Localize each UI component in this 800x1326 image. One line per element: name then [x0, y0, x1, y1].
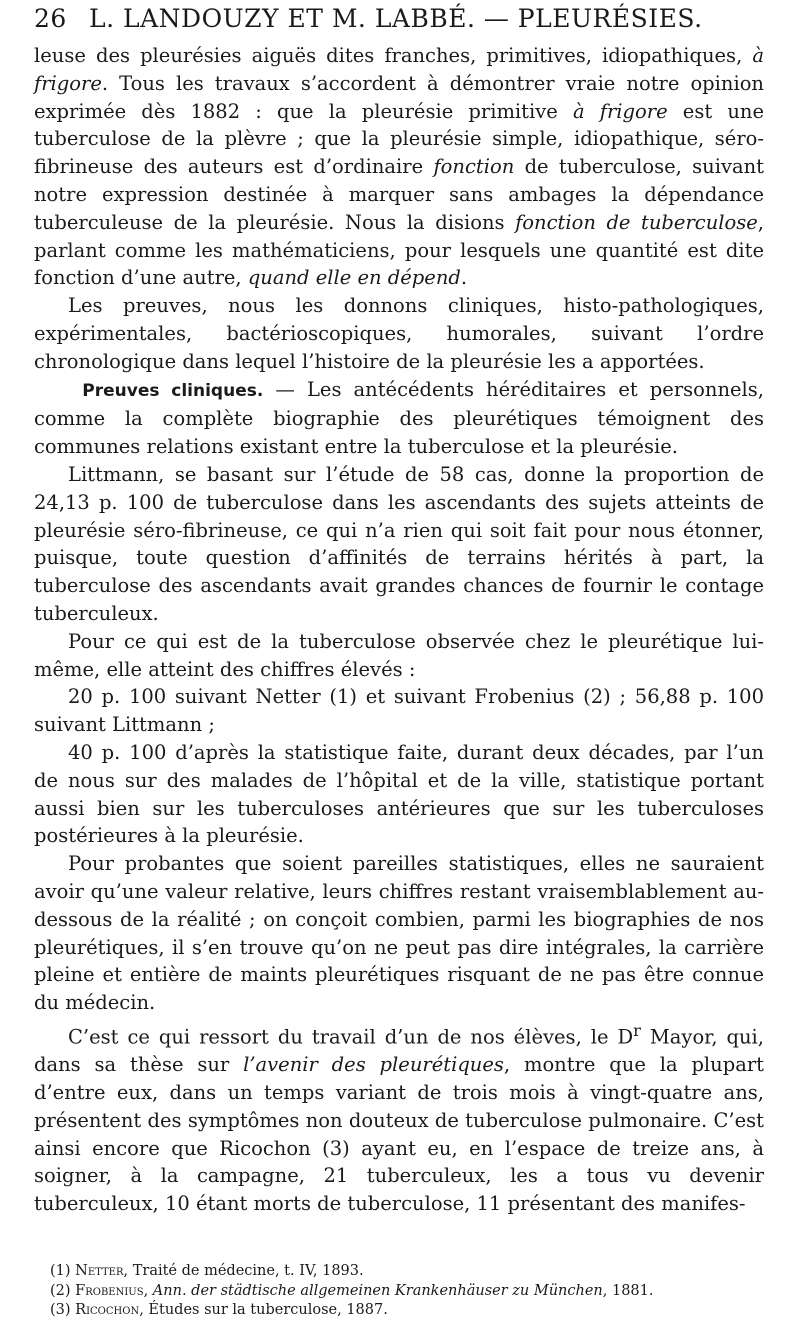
footnote-marker: (3) [50, 1302, 71, 1318]
footnote-marker: (1) [50, 1263, 71, 1279]
text-italic: fonction de tuberculose [515, 210, 758, 234]
text-span: , montre que la plupart d’entre eux, dans un temps variant de trois mois à vingt-quatre ans, présentent des symptômes non douteux de tuberculose pulmonaire. C’est ainsi encore que Ricochon (3) ayant eu, en l’espace de treize ans, à soigner, à la campagne, 21 tuberculeux, les a tous vu devenir tuberculeux, 10 étant morts de tuberculose, 11 présentant des manifes- [34, 1053, 764, 1216]
footnote-3 [50, 1301, 764, 1321]
paragraph-5: Pour ce qui est de la tuberculose observée chez le pleurétique lui-même, elle atteint des chiffres élevés : [34, 629, 764, 681]
paragraph-8: Pour probantes que soient pareilles statistiques, elles ne sauraient avoir qu’une valeur relative, leurs chiffres restant vraisemblablement au-dessous de la réalité ; on conçoit combien, parmi les biographies de nos pleurétiques, il s’en trouve qu’on ne peut pas dire intégrales, la carrière pleine et entière de maints pleurétiques risquant de ne pas être connue du médecin. [34, 852, 764, 1015]
footnote-text: , Traité de médecine, t. IV, 1893. [123, 1263, 364, 1279]
text-span: Mayor, qui, dans sa thèse sur [34, 1025, 764, 1077]
page-number: 26 [34, 4, 67, 33]
footnote-text: , 1881. [602, 1282, 654, 1299]
text-italic: l’avenir des pleurétiques [243, 1053, 504, 1077]
page-header [34, 4, 764, 34]
paragraph-7: 40 p. 100 d’après la statistique faite, durant deux décades, par l’un de nous sur des malades de l’hôpital et de la ville, statistique portant aussi bien sur les tuberculoses antérieures que sur les tuberculoses postérieures à la pleurésie. [34, 740, 764, 848]
text-span: , parlant comme les mathématiciens, pour lesquels une quantité est dite fonction d’une autre, [34, 210, 764, 290]
running-title: L. LANDOUZY ET M. LABBÉ. — PLEURÉSIES. [89, 4, 703, 33]
text-italic: à frigore [572, 99, 668, 123]
paragraph-9 [34, 1017, 764, 1218]
section-heading: Preuves cliniques. [82, 380, 264, 401]
text-span: — Les antécédents héréditaires et personnels, comme la complète biographie des pleurétiques témoignent des communes relations existant entre la tuberculose et la pleurésie. [34, 377, 765, 459]
footnote-author: Netter [75, 1263, 124, 1279]
text-span: est une tuberculose de la plèvre ; que la pleurésie simple, idiopathique, séro-fibrineuse des auteurs est d’ordinaire [34, 99, 764, 179]
footnote-author: Ricochon [75, 1302, 140, 1318]
footnote-text: , [143, 1282, 153, 1299]
body-text [34, 42, 764, 1218]
footnote-title: Ann. der städtische allgemeinen Krankenhäuser zu München [152, 1282, 603, 1299]
text-italic: à frigore [34, 44, 764, 95]
text-sup: r [633, 1020, 641, 1040]
footnote-1 [50, 1262, 764, 1282]
text-span: . [460, 266, 468, 290]
paragraph-3 [34, 376, 764, 461]
footnote-marker: (2) [50, 1282, 71, 1299]
text-span: C’est ce qui ressort du travail d’un de nos élèves, le D [68, 1025, 634, 1049]
paragraph-6: 20 p. 100 suivant Netter (1) et suivant Frobenius (2) ; 56,88 p. 100 suivant Littmann ; [34, 685, 764, 737]
footnotes [50, 1262, 764, 1321]
text-italic: fonction [433, 155, 515, 179]
footnote-text: , Études sur la tuberculose, 1887. [139, 1302, 388, 1318]
paragraph-4: Littmann, se basant sur l’étude de 58 cas, donne la proportion de 24,13 p. 100 de tuberculose dans les ascendants des sujets atteints de pleurésie séro-fibrineuse, ce qui n’a rien qui soit fait pour nous étonner, puisque, toute question d’affinités de terrains hérités à part, la tuberculose des ascendants avait grandes chances de fournir le contage tuberculeux. [34, 462, 764, 625]
text-italic: quand elle en dépend [247, 266, 461, 290]
paragraph-1 [34, 42, 764, 292]
text-span: de tuberculose, suivant notre expression destinée à marquer sans ambages la dépendance tuberculeuse de la pleurésie. Nous la disions [34, 155, 764, 234]
text-span: . Tous les travaux s’accordent à démontrer vraie notre opinion exprimée dès 1882 : que la pleurésie primitive [34, 71, 764, 123]
footnote-author: Frobenius [75, 1282, 144, 1299]
text-span: leuse des pleurésies aiguës dites franches, primitives, idiopathiques, [34, 44, 753, 67]
footnote-2 [50, 1282, 764, 1302]
paragraph-2: Les preuves, nous les donnons cliniques, histo-pathologiques, expérimentales, bactérioscopiques, humorales, suivant l’ordre chronologique dans lequel l’histoire de la pleurésie les a apportées. [34, 294, 764, 373]
